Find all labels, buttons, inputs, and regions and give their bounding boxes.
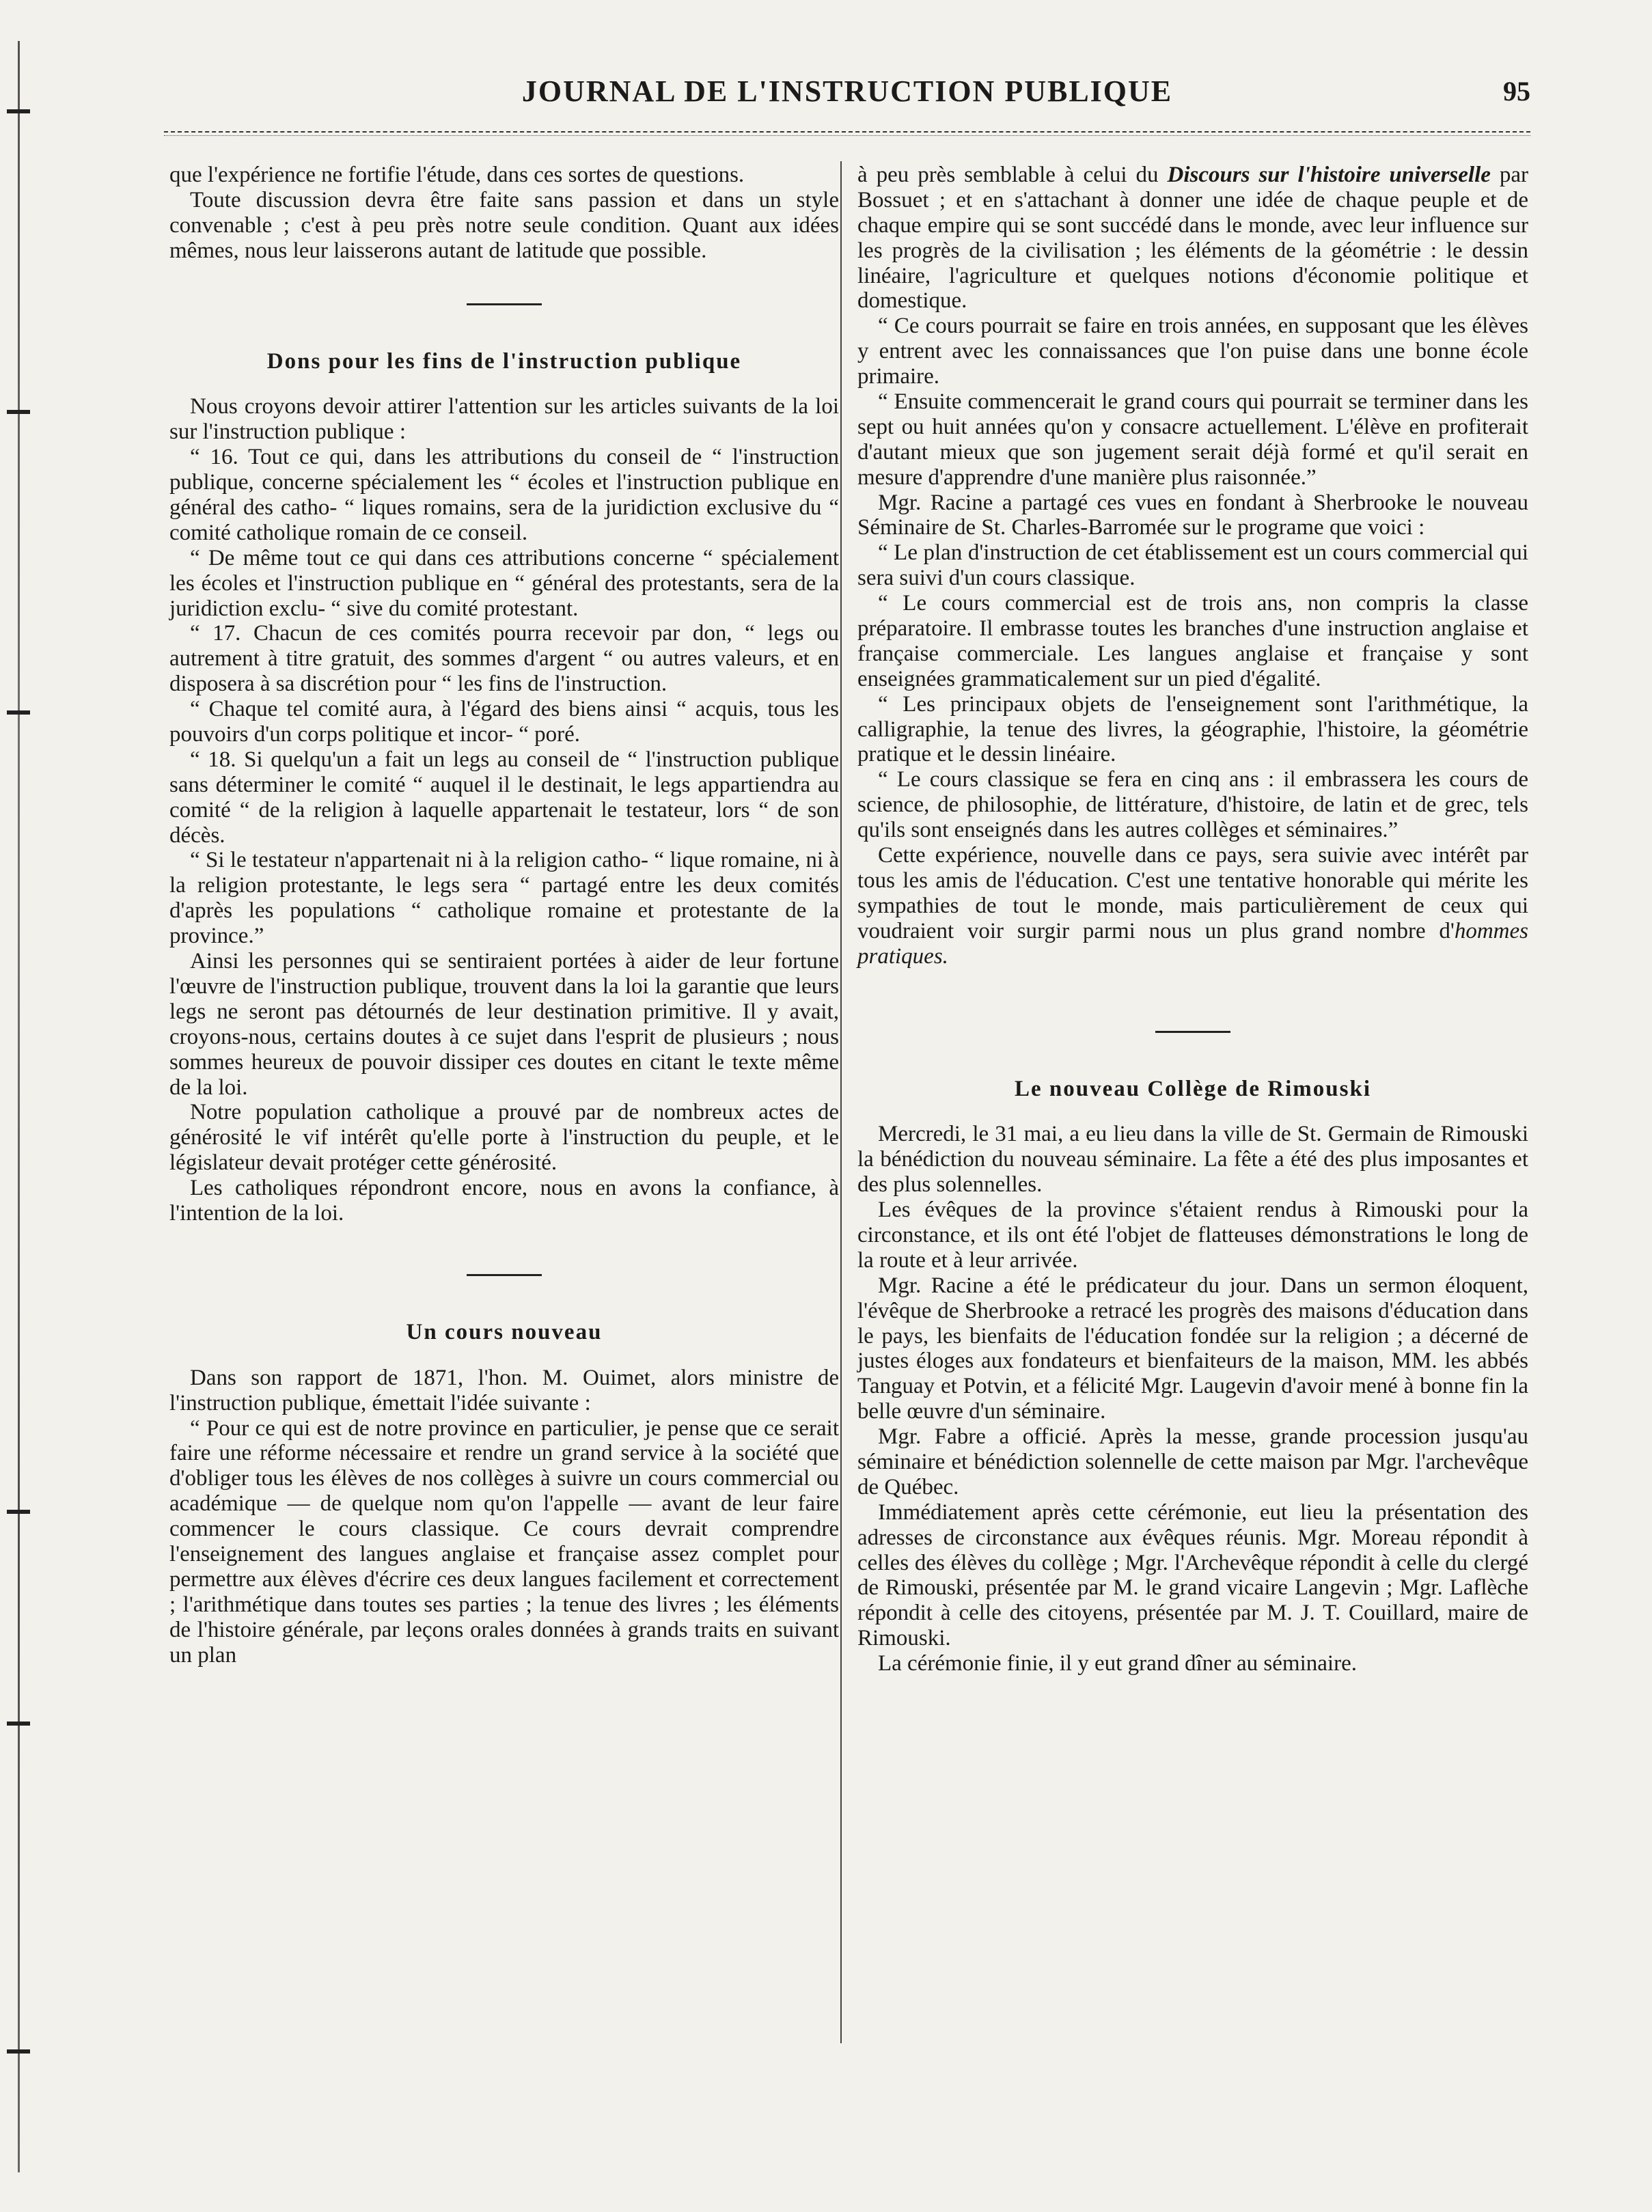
paragraph (857, 843, 1528, 969)
text-run: Cette expérience, nouvelle dans ce pays, sera suivie avec intérêt par tous les amis de l'éducation. C'est une tentative honorable qui mérite les sympathies de tout le monde, mais particulièrement de ceux qui voudraient voir surgir parmi nous un plus grand nombre d' (857, 843, 1528, 943)
paragraph: “ Le cours commercial est de trois ans, non compris la classe préparatoire. Il embrasse toutes les branches d'une instruction anglaise et française commerciale. Les langues anglaise et française y sont enseignées grammaticalement sur un pied d'égalité. (857, 591, 1528, 691)
margin-mark (7, 1722, 30, 1726)
margin-mark (7, 1510, 30, 1514)
paragraph: “ Pour ce qui est de notre province en particulier, je pense que ce serait faire une réforme nécessaire et rendre un grand service à la société que d'obliger tous les élèves de nos collèges à suivre un cours commercial ou académique — de quelque nom qu'on l'appelle — avant de leur faire commencer le cours classique. Ce cours devrait comprendre l'enseignement des langues anglaise et française assez complet pour permettre aux élèves d'écrire ces deux langues facilement et correctement ; l'arithmétique dans toutes ses parties ; la tenue des livres ; les éléments de l'histoire générale, par leçons orales données à grands traits en suivant un plan (169, 1415, 839, 1668)
paragraph: Mgr. Fabre a officié. Après la messe, grande procession jusqu'au séminaire et bénédiction solennelle de cette maison par Mgr. l'archevêque de Québec. (857, 1424, 1528, 1499)
paragraph: “ Le cours classique se fera en cinq ans : il embrassera les cours de science, de philosophie, de littérature, d'histoire, de latin et de grec, tels qu'ils sont enseignés dans les autres collèges et séminaires.” (857, 767, 1528, 843)
paragraph: “ Chaque tel comité aura, à l'égard des biens ainsi “ acquis, tous les pouvoirs d'un corps politique et incor- “ poré. (169, 697, 839, 747)
paragraph: “ 16. Tout ce qui, dans les attributions du conseil de “ l'instruction publique, concerne spécialement les “ écoles et l'instruction publique en général des catho- “ liques romains, sera de la juridiction exclusive du “ comité catholique romain de ce conseil. (169, 445, 839, 545)
paragraph: Nous croyons devoir attirer l'attention sur les articles suivants de la loi sur l'instruction publique : (169, 394, 839, 445)
paragraph: Toute discussion devra être faite sans passion et dans un style convenable ; c'est à peu près notre seule condition. Quant aux idées mêmes, nous leur laisserons autant de latitude que possible. (169, 187, 839, 263)
paragraph: “ De même tout ce qui dans ces attributions concerne “ spécialement les écoles et l'instruction publique en “ général des protestants, sera de la juridiction exclu- “ sive du comité protestant. (169, 545, 839, 621)
margin-mark (7, 109, 30, 113)
section-title-dons: Dons pour les fins de l'instruction publique (266, 348, 742, 374)
paragraph: que l'expérience ne fortifie l'étude, dans ces sortes de questions. (169, 163, 745, 187)
journal-title: JOURNAL DE L'INSTRUCTION PUBLIQUE (521, 74, 1173, 108)
binding-edge (18, 41, 20, 2172)
paragraph: “ Le plan d'instruction de cet établissement est un cours commercial qui sera suivi d'un cours classique. (857, 540, 1528, 591)
paragraph: “ Ce cours pourrait se faire en trois années, en supposant que les élèves y entrent avec les connaissances que l'on puise dans une bonne école primaire. (857, 314, 1528, 389)
paragraph: “ 18. Si quelqu'un a fait un legs au conseil de “ l'instruction publique sans déterminer le comité “ auquel il le destinait, le legs appartiendra au comité “ de la religion à laquelle appartenait le testateur, lors “ de son décès. (169, 747, 839, 848)
paragraph: Mercredi, le 31 mai, a eu lieu dans la ville de St. Germain de Rimouski la bénédiction du nouveau séminaire. La fête a été des plus imposantes et des plus solennelles. (857, 1122, 1528, 1198)
margin-mark (7, 710, 30, 715)
paragraph: Les catholiques répondront encore, nous en avons la confiance, à l'intention de la loi. (169, 1176, 839, 1226)
paragraph: Dans son rapport de 1871, l'hon. M. Ouimet, alors ministre de l'instruction publique, émettait l'idée suivante : (169, 1365, 839, 1415)
margin-mark (7, 410, 30, 414)
column-divider (840, 161, 842, 2043)
paragraph: Immédiatement après cette cérémonie, eut lieu la présentation des adresses de circonstance aux évêques réunis. Mgr. Moreau répondit à celles des élèves du collège ; Mgr. l'Archevêque répondit à celle du clergé de Rimouski, présentée par M. le grand vicaire Langevin ; Mgr. Laflèche répondit à celle des citoyens, présentée par M. J. T. Couillard, maire de Rimouski. (857, 1499, 1528, 1651)
paragraph: Ainsi les personnes qui se sentiraient portées à aider de leur fortune l'œuvre de l'instruction publique, trouvent dans la loi la garantie que leurs legs ne seront pas détournés de leur destination primitive. Il y avait, croyons-nous, certains doutes à ce sujet dans l'esprit de plusieurs ; nous sommes heureux de pouvoir dissiper ces doutes en citant le texte même de la loi. (169, 949, 839, 1100)
emphasis: hommes pratiques. (857, 918, 1528, 969)
paragraph: “ Si le testateur n'appartenait ni à la religion catho- “ lique romaine, ni à la religion protestante, le legs sera “ partagé entre les deux comités d'après les populations “ catholique romaine et protestante de la province.” (169, 848, 839, 949)
page-number: 95 (1503, 76, 1530, 107)
paragraph: Notre population catholique a prouvé par de nombreux actes de générosité le vif intérêt qu'elle porte à l'instruction du peuple, et le législateur devait protéger cette générosité. (169, 1100, 839, 1176)
page-header (164, 68, 1530, 123)
section-title-rimouski: Le nouveau Collège de Rimouski (1014, 1076, 1372, 1101)
paragraph: “ Les principaux objets de l'enseignement sont l'arithmétique, la calligraphie, la tenue des livres, la géographie, l'histoire, la géométrie pratique et le dessin linéaire. (857, 691, 1528, 767)
right-column (857, 163, 1528, 1676)
text-run: par Bossuet ; et en s'attachant à donner une idée de chaque peuple et de chaque empire qui se sont succédé dans le monde, avec leur influence sur les progrès de la civilisation ; les éléments de la géométrie : le dessin linéaire, l'agriculture et quelques notions d'économie politique et domestique. (857, 163, 1528, 314)
header-rule (164, 131, 1530, 136)
paragraph: “ 17. Chacun de ces comités pourra recevoir par don, “ legs ou autrement à titre gratuit, des sommes d'argent “ ou autres valeurs, et en disposera à sa discrétion pour “ les fins de l'instruction. (169, 621, 839, 697)
margin-mark (7, 2049, 30, 2054)
section-title-cours: Un cours nouveau (406, 1319, 603, 1344)
paragraph: Les évêques de la province s'étaient rendus à Rimouski pour la circonstance, et ils ont été l'objet de flatteuses démonstrations le long de la route et à leur arrivée. (857, 1198, 1528, 1273)
paragraph: “ Ensuite commencerait le grand cours qui pourrait se terminer dans les sept ou huit années qu'on y consacre actuellement. L'élève en profiterait d'autant mieux que son jugement serait déjà formé et qu'il serait en mesure d'apprendre d'une manière plus raisonnée.” (857, 389, 1528, 490)
paragraph: Mgr. Racine a partagé ces vues en fondant à Sherbrooke le nouveau Séminaire de St. Charles-Barromée sur le programe que voici : (857, 490, 1528, 540)
paragraph: La cérémonie finie, il y eut grand dîner au séminaire. (878, 1651, 1357, 1676)
text-run: à peu près semblable à celui du (857, 163, 1168, 187)
left-column (169, 163, 839, 1668)
paragraph: Mgr. Racine a été le prédicateur du jour. Dans un sermon éloquent, l'évêque de Sherbrooke a retracé les progrès des maisons d'éducation dans le pays, les bienfaits de l'éducation fondée sur la religion ; a décerné de justes éloges aux fondateurs et bienfaiteurs de la maison, MM. les abbés Tanguay et Potvin, et a félicité Mgr. Laugevin d'avoir mené à bonne fin la belle œuvre d'un séminaire. (857, 1273, 1528, 1424)
book-title: Discours sur l'histoire universelle (1167, 163, 1491, 187)
paragraph (857, 163, 1528, 314)
